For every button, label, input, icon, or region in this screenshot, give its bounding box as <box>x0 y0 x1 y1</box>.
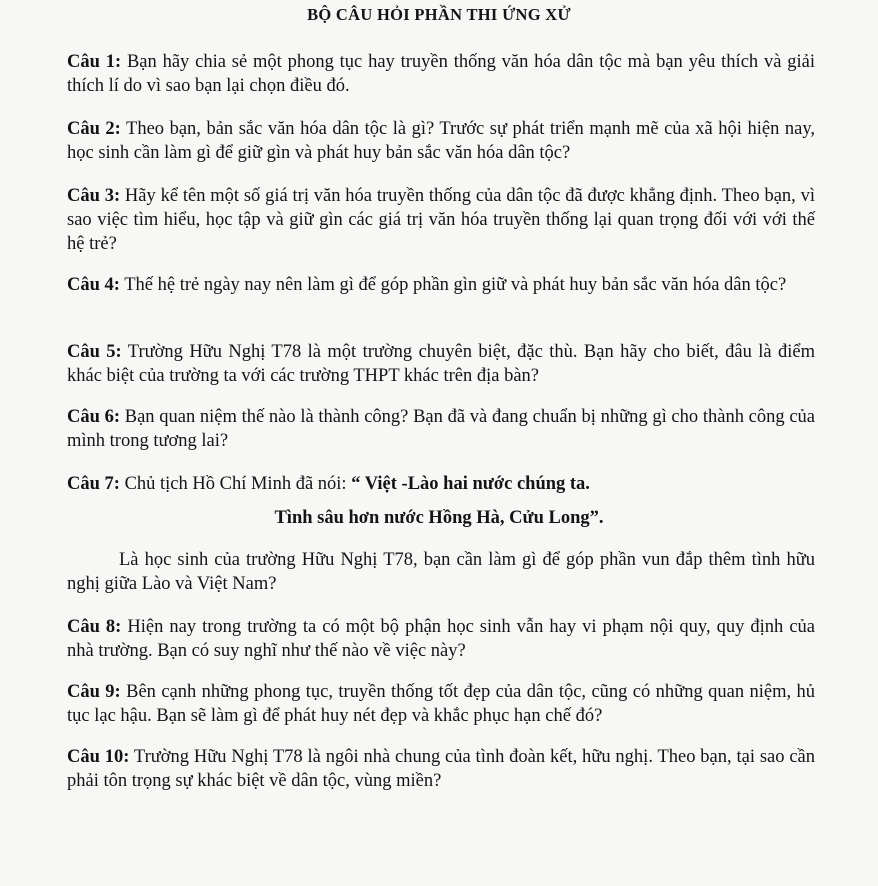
question-text: Hiện nay trong trường ta có một bộ phận học sinh vẫn hay vi phạm nội quy, quy định của nhà trường. Bạn có suy nghĩ như thế nào về việc này? <box>67 617 815 661</box>
question-text: Trường Hữu Nghị T78 là một trường chuyên biệt, đặc thù. Bạn hãy cho biết, đâu là điểm khác biệt của trường ta với các trường THPT khác trên địa bàn? <box>67 342 816 386</box>
question-label: Câu 3: <box>67 186 121 206</box>
question-label: Câu 7: <box>67 474 120 494</box>
quote-part-2: Tình sâu hơn nước Hồng Hà, Cửu Long”. <box>274 508 604 528</box>
question-label: Câu 10: <box>67 747 130 767</box>
question-6 <box>67 405 815 453</box>
question-9 <box>67 680 815 728</box>
question-text: Theo bạn, bản sắc văn hóa dân tộc là gì? Trước sự phát triển mạnh mẽ của xã hội hiện nay, học sinh cần làm gì để giữ gìn và phát huy bản sắc văn hóa dân tộc? <box>67 119 815 163</box>
question-5 <box>67 340 815 388</box>
question-text: Thế hệ trẻ ngày nay nên làm gì để góp phần gìn giữ và phát huy bản sắc văn hóa dân tộc? <box>119 275 787 295</box>
question-4 <box>67 273 815 297</box>
question-label: Câu 2: <box>67 119 121 139</box>
question-label: Câu 1: <box>67 52 122 72</box>
question-text: Chủ tịch Hồ Chí Minh đã nói: <box>119 474 352 494</box>
question-1 <box>67 50 815 98</box>
question-text: Bên cạnh những phong tục, truyền thống tốt đẹp của dân tộc, cũng có những quan niệm, hủ tục lạc hậu. Bạn sẽ làm gì để phát huy nét đẹp và khắc phục hạn chế đó? <box>67 682 815 726</box>
question-10 <box>67 745 815 793</box>
question-label: Câu 6: <box>67 407 121 427</box>
question-2 <box>67 117 815 165</box>
question-label: Câu 8: <box>67 617 122 637</box>
quote-part-1: “ Việt -Lào hai nước chúng ta. <box>351 474 590 494</box>
question-7-followup: Là học sinh của trường Hữu Nghị T78, bạn cần làm gì để góp phần vun đắp thêm tình hữu nghị giữa Lào và Việt Nam? <box>67 550 815 594</box>
question-text: Bạn hãy chia sẻ một phong tục hay truyền thống văn hóa dân tộc mà bạn yêu thích và giải thích lí do vì sao bạn lại chọn điều đó. <box>67 52 815 96</box>
question-text: Bạn quan niệm thế nào là thành công? Bạn đã và đang chuẩn bị những gì cho thành công của mình trong tương lai? <box>67 407 815 451</box>
question-label: Câu 4: <box>67 275 120 295</box>
document-title: BỘ CÂU HỎI PHẦN THI ỨNG XỬ <box>307 5 571 24</box>
question-label: Câu 5: <box>67 342 122 362</box>
question-label: Câu 9: <box>67 682 121 702</box>
question-8 <box>67 615 815 663</box>
question-7 <box>67 472 815 496</box>
question-3 <box>67 184 815 256</box>
question-text: Hãy kể tên một số giá trị văn hóa truyền thống của dân tộc đã được khẳng định. Theo bạn, vì sao việc tìm hiểu, học tập và giữ gìn các giá trị văn hóa truyền thống lại quan trọng đối với với thế hệ trẻ? <box>67 186 815 254</box>
question-text: Trường Hữu Nghị T78 là ngôi nhà chung của tình đoàn kết, hữu nghị. Theo bạn, tại sao cần phải tôn trọng sự khác biệt về dân tộc, vùng miền? <box>67 747 815 791</box>
